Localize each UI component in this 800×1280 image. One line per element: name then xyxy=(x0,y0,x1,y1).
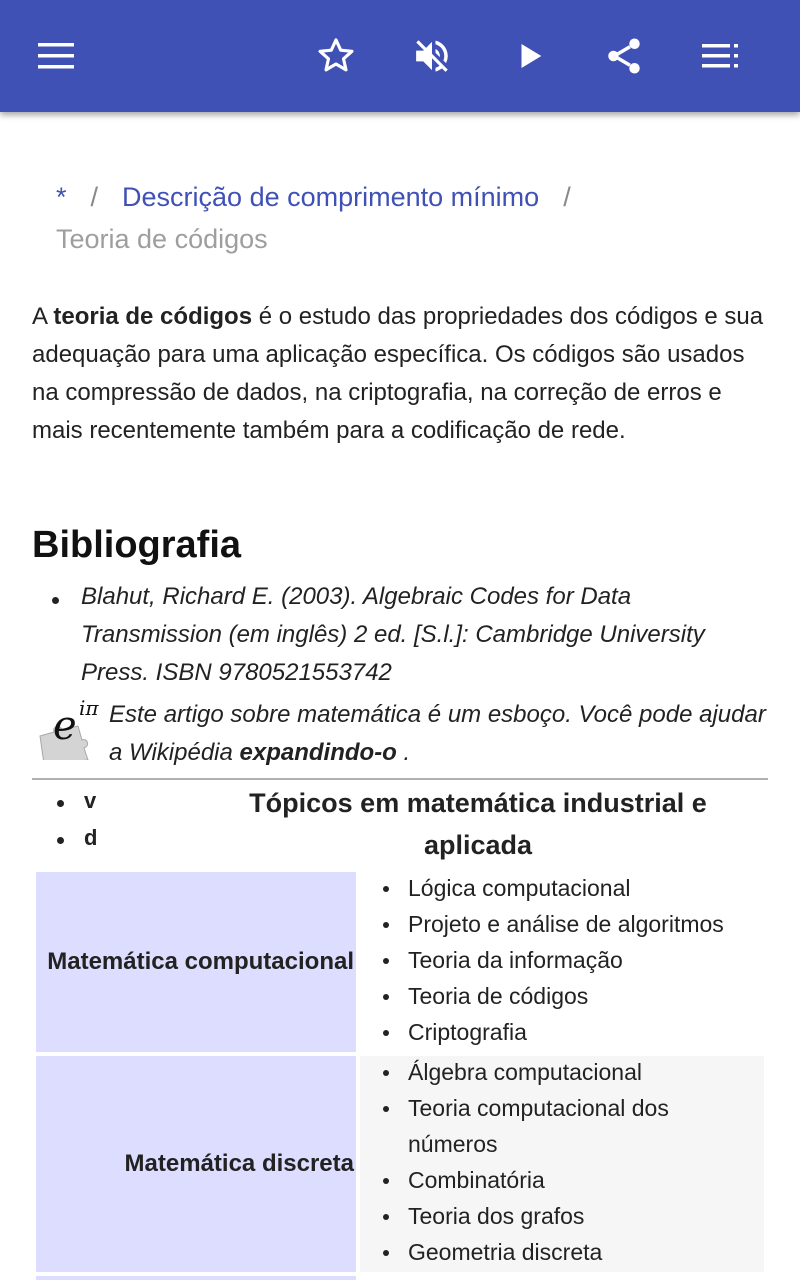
breadcrumb-parent-link[interactable]: Descrição de comprimento mínimo xyxy=(122,182,540,212)
volume-off-icon[interactable] xyxy=(408,32,456,80)
list-item[interactable]: Teoria computacional dos números xyxy=(408,1090,764,1162)
list-item[interactable]: Teoria dos grafos xyxy=(408,1198,764,1234)
navbox-list-discrete xyxy=(360,1056,764,1272)
navbox-group-computational: Matemática computacional xyxy=(36,872,356,1052)
stub-icon-e: e xyxy=(53,703,77,749)
navbox-group-discrete: Matemática discreta xyxy=(36,1056,356,1272)
list-item[interactable]: Teoria de códigos xyxy=(408,978,764,1014)
intro-bold-term: teoria de códigos xyxy=(53,303,253,330)
divider xyxy=(32,778,768,780)
breadcrumb-separator: / xyxy=(90,182,99,212)
play-icon[interactable] xyxy=(506,32,554,80)
intro-prefix: A xyxy=(32,303,54,330)
navbox-list-computational xyxy=(360,870,764,1052)
list-item[interactable]: Combinatória xyxy=(408,1162,764,1198)
list-item[interactable]: Projeto e análise de algoritmos xyxy=(408,906,764,942)
list-icon[interactable] xyxy=(696,32,744,80)
bibliography-heading: Bibliografia xyxy=(32,524,242,566)
list-item[interactable]: Geometria discreta xyxy=(408,1234,764,1270)
intro-paragraph xyxy=(32,298,772,450)
navbox-discuss-link[interactable]: d xyxy=(84,825,98,850)
bullet xyxy=(52,597,59,604)
navbox-group-next xyxy=(36,1276,356,1280)
list-item[interactable]: Lógica computacional xyxy=(408,870,764,906)
star-outline-icon[interactable] xyxy=(312,32,360,80)
bullet xyxy=(57,837,64,844)
list-item[interactable]: Criptografia xyxy=(408,1014,764,1050)
hamburger-menu-icon[interactable] xyxy=(32,32,80,80)
stub-notice xyxy=(109,696,769,772)
breadcrumb-root-link[interactable]: * xyxy=(56,182,67,212)
breadcrumb-current: Teoria de códigos xyxy=(56,224,268,254)
navbox-view-link[interactable]: v xyxy=(84,788,97,813)
bibliography-entry: Blahut, Richard E. (2003). Algebraic Codes for Data Transmission (em inglês) 2 ed. [S.l.]: Cambridge University Press. ISBN 9780521553742 xyxy=(81,583,705,686)
list-item[interactable]: Álgebra computacional xyxy=(408,1054,764,1090)
math-stub-icon xyxy=(36,696,102,760)
stub-icon-exponent: iπ xyxy=(79,696,99,720)
app-bar xyxy=(0,0,800,112)
share-icon[interactable] xyxy=(600,32,648,80)
navbox-title: Tópicos em matemática industrial e aplicada xyxy=(249,788,707,860)
stub-expand-link[interactable]: expandindo-o xyxy=(239,739,397,766)
stub-text: Este artigo sobre matemática é um esboço. Você pode ajudar a Wikipédia xyxy=(109,701,766,766)
list-item[interactable]: Teoria da informação xyxy=(408,942,764,978)
bullet xyxy=(57,800,64,807)
breadcrumb xyxy=(56,176,756,260)
intro-text: é o estudo das propriedades dos códigos e sua adequação para uma aplicação específica. Os códigos são usados na compressão de dados, na criptografia, na correção de erros e mais recentemente também para a codificação de rede. xyxy=(32,303,764,444)
stub-text-end: . xyxy=(396,739,411,766)
breadcrumb-separator: / xyxy=(563,182,571,212)
